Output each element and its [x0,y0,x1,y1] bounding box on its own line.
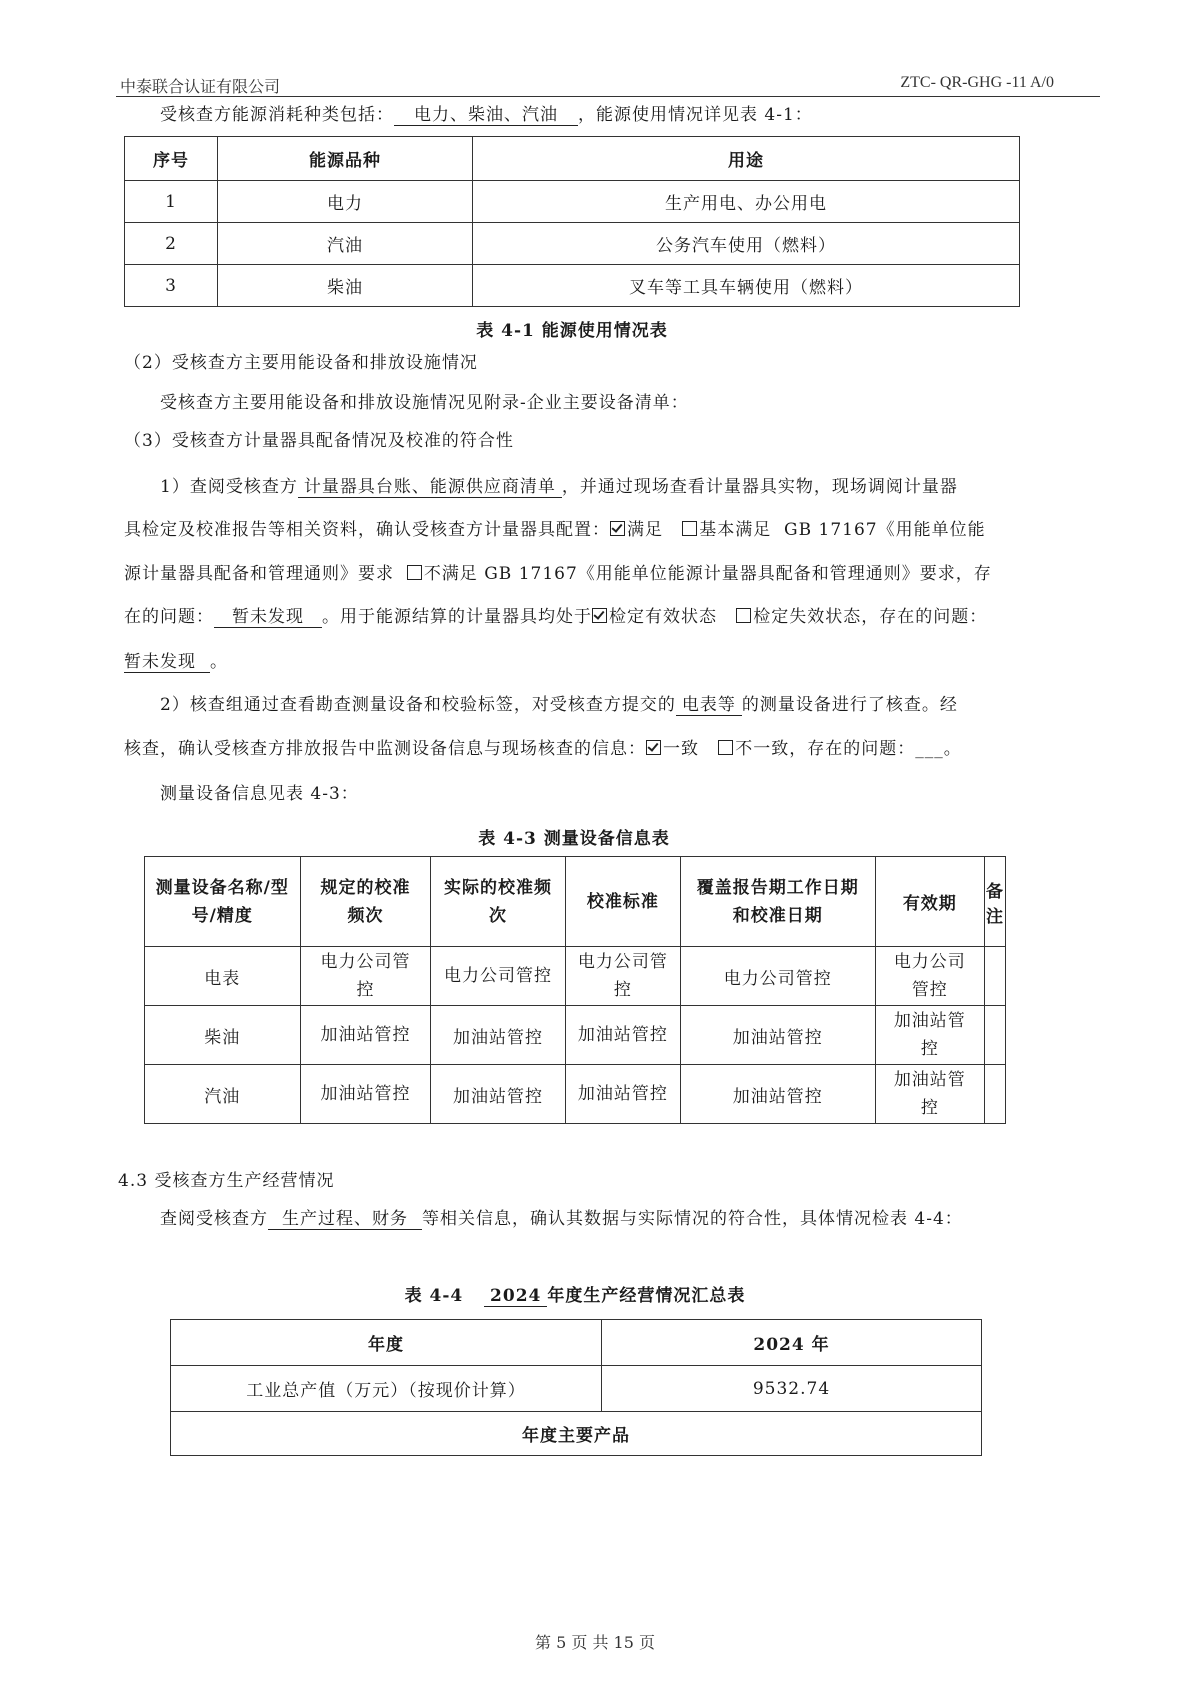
section-4-3-title: 4.3 受核查方生产经营情况 [118,1171,335,1191]
p2-line1: 2）核查组通过查看勘查测量设备和校验标签，对受核查方提交的 电表等 的测量设备进行了核查。经 [160,695,958,715]
table-row: 汽油 加油站管控 加油站管控 加油站管控 加油站管控 加油站管控 [145,1065,1006,1124]
section-4-3-body: 查阅受核查方 生产过程、财务 等相关信息，确认其数据与实际情况的符合性，具体情况检表 4-4： [160,1209,963,1229]
production-summary-table [170,1319,982,1456]
table-4-1-caption: 表 4-1 能源使用情况表 [476,321,668,341]
energy-types: 电力、柴油、汽油 [394,105,578,126]
p1-line2: 具检定及校准报告等相关资料，确认受核查方计量器具配置： 满足 基本满足 GB 17167《用能单位能 [124,520,986,540]
p1-line3: 源计量器具配备和管理通则》要求 不满足 GB 17167《用能单位能源计量器具配备和管理通则》要求，存 [124,564,992,584]
checkbox-consistent[interactable] [646,740,661,755]
header-divider [116,96,1100,97]
energy-usage-table [124,136,1020,307]
page-number: 第 5 页 共 15 页 [535,1633,655,1652]
checkbox-not-satisfied[interactable] [407,565,422,580]
measurement-equipment-table [144,856,1006,1124]
section-2-title: （2）受核查方主要用能设备和排放设施情况 [124,353,478,373]
table-row: 电表 电力公司管控 电力公司管控 电力公司管控 电力公司管控 电力公司管控 [145,947,1006,1006]
document-code: ZTC- QR-GHG -11 A/0 [900,74,1054,91]
checkbox-calibration-valid[interactable] [592,608,607,623]
checkbox-inconsistent[interactable] [718,740,733,755]
table-row: 3 柴油 叉车等工具车辆使用（燃料） [125,265,1020,307]
table-header-row: 序号 能源品种 用途 [125,137,1020,181]
p1-line4: 在的问题： 暂未发现 。用于能源结算的计量器具均处于 检定有效状态 检定失效状态，存在的问题： [124,607,988,627]
table-row: 年度主要产品 [171,1412,982,1456]
checkbox-calibration-invalid[interactable] [736,608,751,623]
table-row: 1 电力 生产用电、办公用电 [125,181,1020,223]
p1-line1: 1）查阅受核查方 计量器具台账、能源供应商清单 ，并通过现场查看计量器具实物，现场调阅计量器 [160,477,958,497]
energy-intro: 受核查方能源消耗种类包括： 电力、柴油、汽油 ，能源使用情况详见表 4-1： [160,105,813,125]
p3: 测量设备信息见表 4-3： [160,784,359,804]
table-4-4-caption: 表 4-4 2024 年度生产经营情况汇总表 [404,1286,746,1306]
checkbox-basic-satisfied[interactable] [682,521,697,536]
p2-line2: 核查，确认受核查方排放报告中监测设备信息与现场核查的信息： 一致 不一致，存在的问题：___。 [124,739,962,759]
table-row: 工业总产值（万元）（按现价计算） 9532.74 [171,1366,982,1412]
p1-line5: 暂未发现 。 [124,652,228,672]
checkbox-satisfied[interactable] [610,521,625,536]
table-header-row: 测量设备名称/型号/精度 规定的校准频次 实际的校准频次 校准标准 覆盖报告期工作日期和校准日期 有效期 备注 [145,857,1006,947]
table-row: 2 汽油 公务汽车使用（燃料） [125,223,1020,265]
table-row: 柴油 加油站管控 加油站管控 加油站管控 加油站管控 加油站管控 [145,1006,1006,1065]
section-2-body: 受核查方主要用能设备和排放设施情况见附录-企业主要设备清单： [160,393,689,413]
table-4-3-caption: 表 4-3 测量设备信息表 [478,829,670,849]
table-header-row: 年度 2024 年 [171,1320,982,1366]
section-3-title: （3）受核查方计量器具配备情况及校准的符合性 [124,431,514,451]
company-name: 中泰联合认证有限公司 [120,77,281,96]
